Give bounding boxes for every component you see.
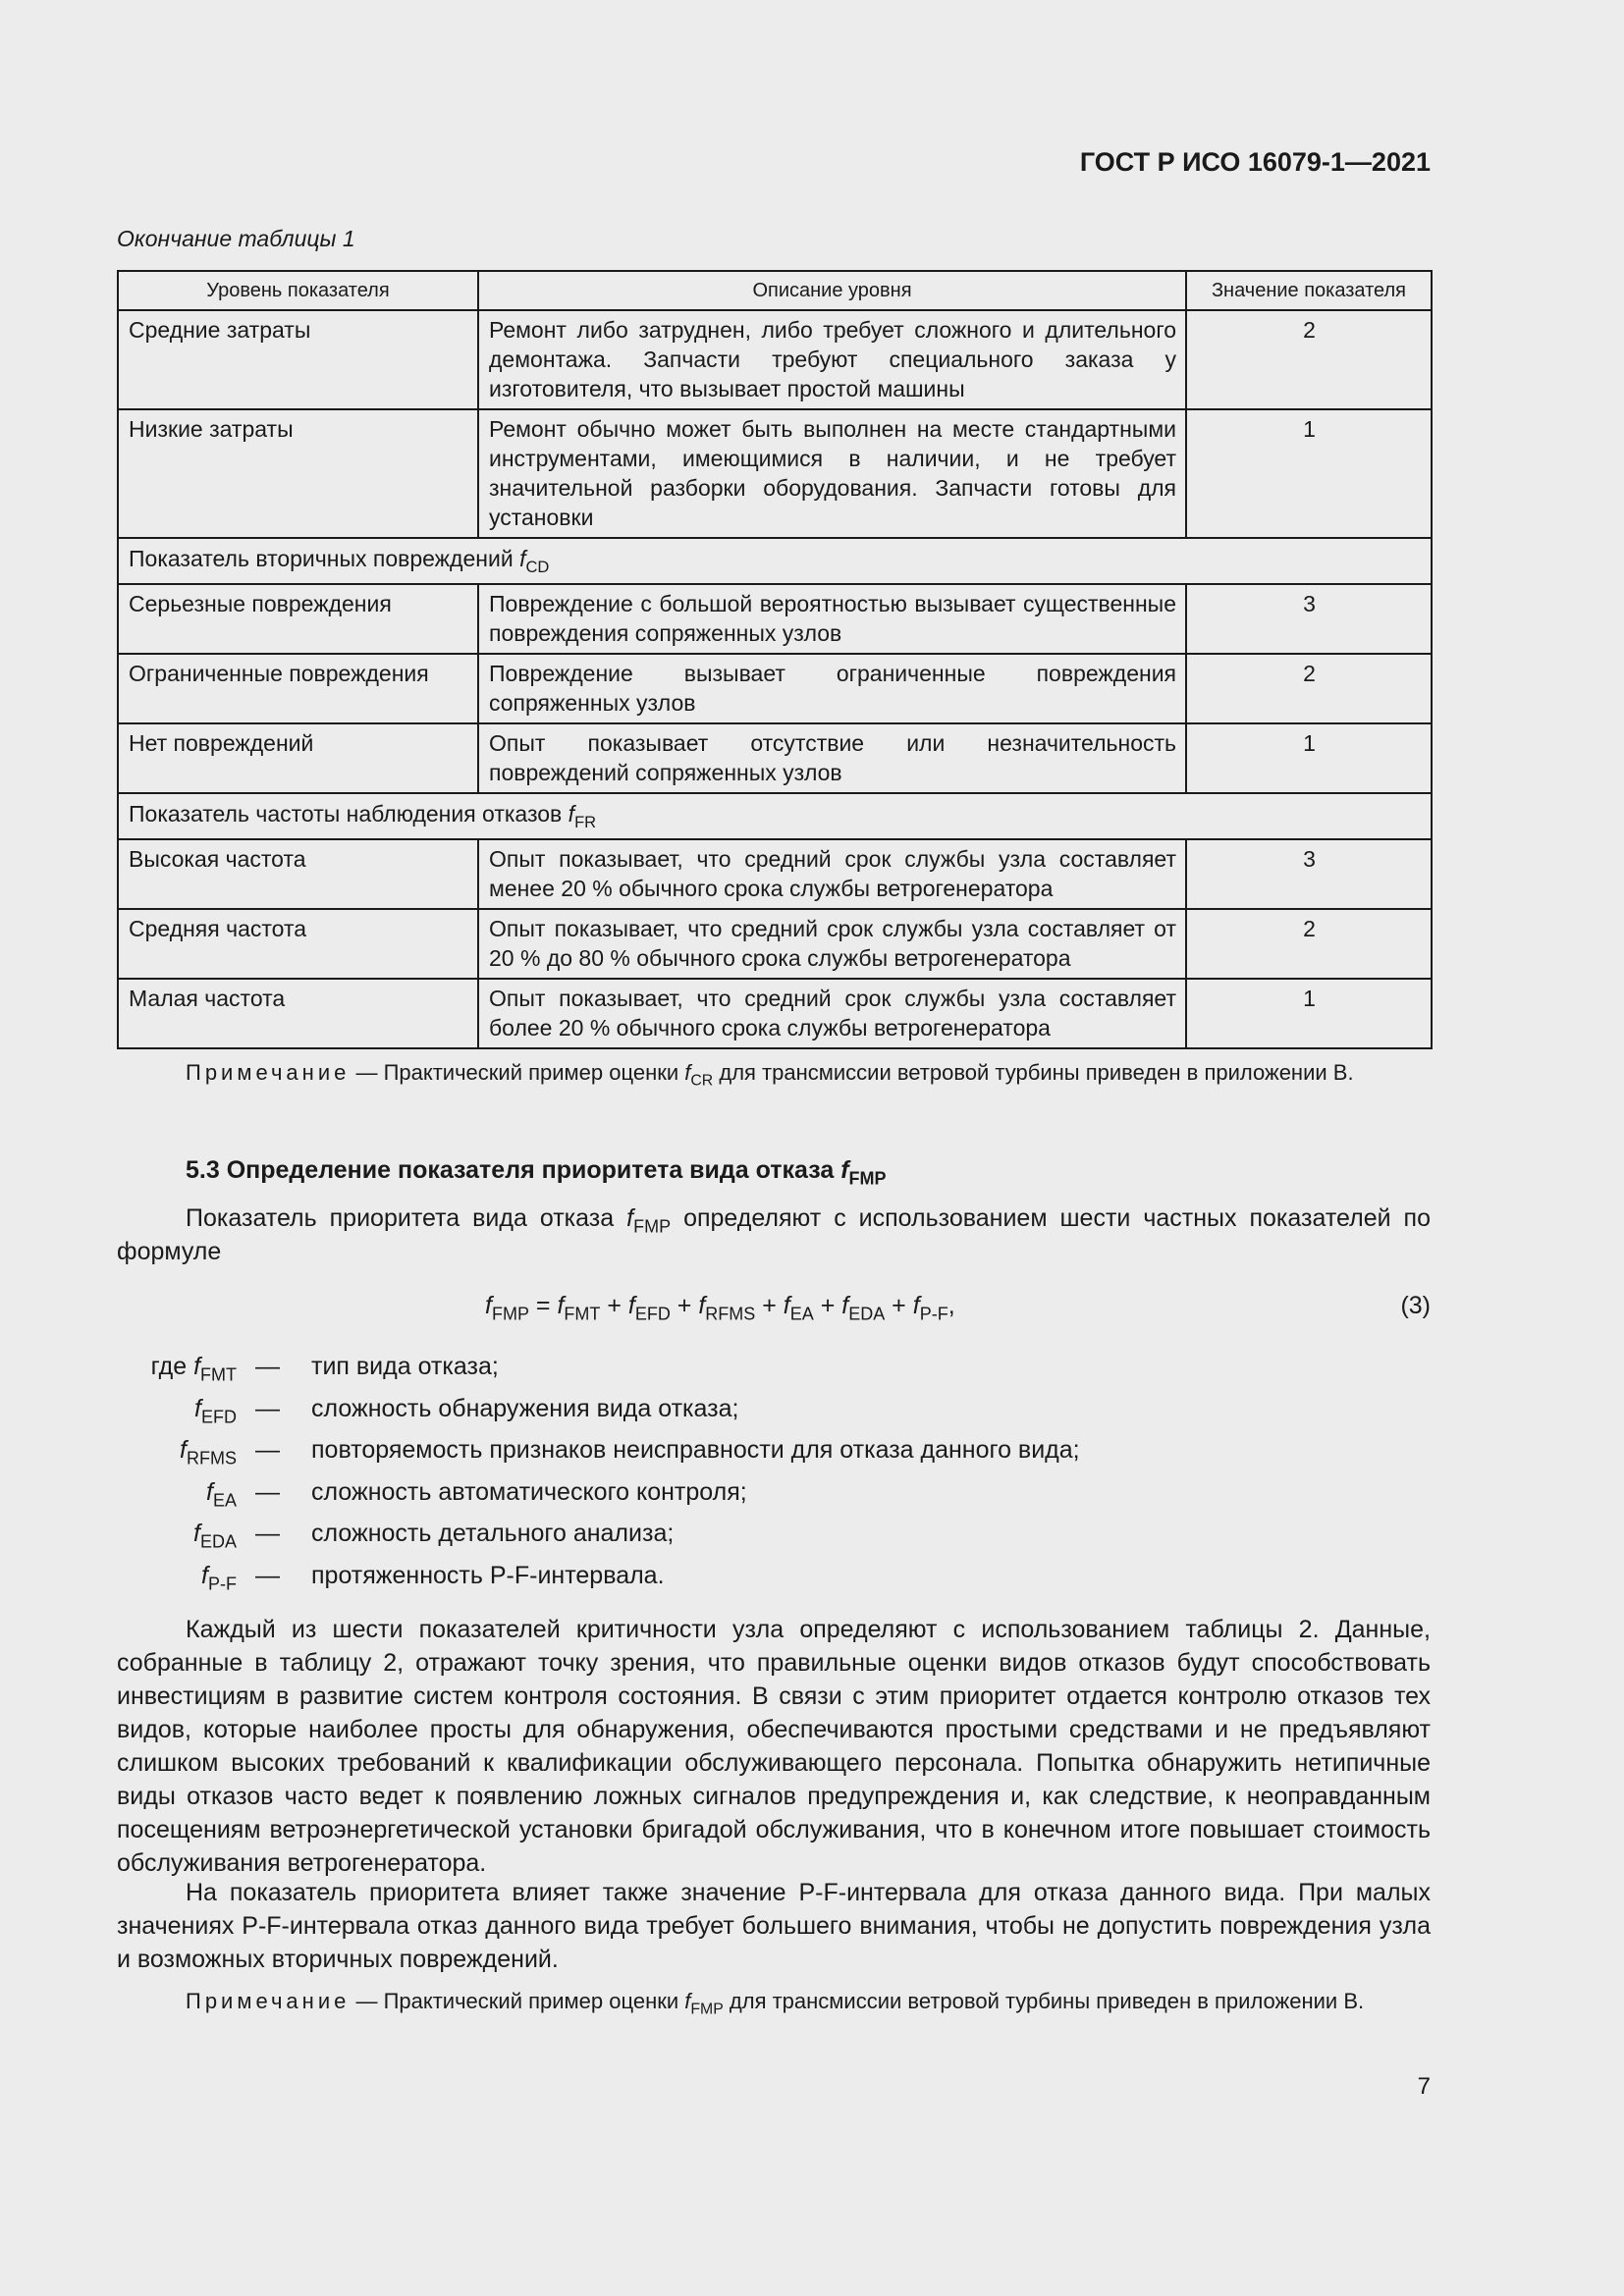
body-paragraph-1: Каждый из шести показателей критичности узла определяют с использованием таблицы 2. Данные, собранные в таблицу 2, отражают точку зрения, что правильные оценки видов отказов будут способствовать инвестициям в развитие систем контроля состояния. В связи с этим приоритет отдается контролю отказов тех видов, которые наиболее просты для обнаружения, обеспечиваются простыми средствами и не предъявляют слишком высоких требований к квалификации обслуживающего персонала. Попытка обнаружить нетипичные виды отказов часто ведет к появлению ложных сигналов предупреждения и, как следствие, к неоправданным посещениям ветроэнергетической установки бригадой обслуживания, что в конечном итоге повышает стоимость обслуживания ветрогенератора. (117, 1616, 1431, 1877)
description-cell: Ремонт либо затруднен, либо требует сложного и длительного демонтажа. Запчасти требуют специального заказа у изготовителя, что вызывает простой машины (478, 310, 1186, 409)
table-row (118, 654, 1432, 723)
level-cell: Средняя частота (118, 909, 478, 979)
table-row (118, 979, 1432, 1048)
description-cell: Опыт показывает, что средний срок службы узла составляет более 20 % обычного срока службы ветрогенератора (478, 979, 1186, 1048)
table-row (118, 839, 1432, 909)
formula-term: $f_{RFMS}$ + (698, 1292, 784, 1324)
level-cell: Средние затраты (118, 310, 478, 409)
table-section-row (118, 538, 1432, 584)
value-cell: 1 (1186, 409, 1432, 538)
note-label: Примечание (186, 1989, 351, 2013)
formula: $f_{FMP} = f_{FMT} + f_{EFD} + f_{RFMS} + f_{EA} + f_{EDA} + f_{P-F}$, (485, 1292, 955, 1324)
description-cell: Повреждение с большой вероятностью вызывает существенные повреждения сопряженных узлов (478, 584, 1186, 654)
section-cell-failure-frequency: Показатель частоты наблюдения отказов $f_{FR}$ (118, 793, 1432, 839)
table-row (118, 909, 1432, 979)
description-cell: Ремонт обычно может быть выполнен на месте стандартными инструментами, имеющимися в наличии, и не требует значительной разборки оборудования. Запчасти готовы для установки (478, 409, 1186, 538)
description-cell: Повреждение вызывает ограниченные повреждения сопряженных узлов (478, 654, 1186, 723)
page-number: 7 (1417, 2073, 1431, 2100)
section-note: Примечание — Практический пример оценки $f_{FMP}$ для трансмиссии ветровой турбины приведен в приложении В. (186, 1989, 1365, 2018)
value-cell: 3 (1186, 839, 1432, 909)
value-cell: 2 (1186, 654, 1432, 723)
table-note: Примечание — Практический пример оценки $f_{CR}$ для трансмиссии ветровой турбины приведен в приложении В. (186, 1060, 1354, 1090)
formula-number: (3) (1400, 1292, 1431, 1319)
level-cell: Нет повреждений (118, 723, 478, 793)
description-cell: Опыт показывает, что средний срок службы узла составляет менее 20 % обычного срока службы ветрогенератора (478, 839, 1186, 909)
document-page: ГОСТ Р ИСО 16079-1—2021 Окончание таблицы 1 Уровень показателя Описание уровня Значение показателя Средние затраты Ремонт либо затруднен, либо требует сложного и длительного демонтажа. Запчасти требуют специального заказа у изготовителя, что вызывает простой машины 2 Низкие затраты Ремонт обычно может быть выполнен на месте стандартными инструментами, имеющимися в наличии, и не требует значительной разборки оборудования. Запчасти готовы для установки 1 Показатель вторичных повреждений $f_{CD}$ Серьезные повреждения Повреждение с большой вероятностью вызывает существенные повреждения сопряженных узлов 3 Ограниченные повреждения Повреждение вызывает ограниченные повреждения сопряженных узлов 2 Нет повреждений Опыт показывает отсутствие или незначительность повреждений сопряженных узлов 1 Показатель частоты наблюдения отказов $f_{FR}$ Высокая частота Опыт показывает, что средний срок службы узла составляет менее 20 % обычного срока службы ветрогенератора 3 Средняя частота Опыт показывает, что средний срок службы узла составляет от 20 % до 80 % обычного срока службы ветрогенератора 2 Малая частота Опыт показывает, что средний срок службы узла составляет более 20 % обычного срока службы ветрогенератора 1 Примечание — Практический пример оценки $f_{CR}$ для трансмиссии ветровой турбины приведен в приложении В. 5.3 Определение показателя приоритета вида отказа $f_{FMP}$ Показатель приоритета вида отказа $f_{FMP}$ определяют с использованием шести частных показателей по формуле $f_{FMP} = f_{FMT} + f_{EFD} + f_{RFMS} + f_{EA} + f_{EDA} + f_{P-F}$, (3) где $f_{FMT}$ — тип вида отказа; $f_{EFD}$ — сложность обнаружения вида отказа; $f_{RFMS}$ — повторяемость признаков неисправности для отказа данного вида; $f_{EA}$ — сложность автоматического контроля; $f_{EDA}$ — сложность детального анализа; $f_{P-F}$ — протяженность P-F-интервала. Каждый из шести показателей критичности узла определяют с использованием таблицы 2. Данные, собранные в таблицу 2, отражают точку зрения, что правильные оценки видов отказов будут способствовать инвестициям в развитие систем контроля состояния. В связи с этим приоритет отдается контролю отказов тех видов, которые наиболее просты для обнаружения, обеспечиваются простыми средствами и не предъявляют слишком высоких требований к квалификации обслуживающего персонала. Попытка обнаружить нетипичные виды отказов часто ведет к появлению ложных сигналов предупреждения и, как следствие, к неоправданным посещениям ветроэнергетической установки бригадой обслуживания, что в конечном итоге повышает стоимость обслуживания ветрогенератора. На показатель приоритета влияет также значение P-F-интервала для отказа данного вида. При малых значениях P-F-интервала отказ данного вида требует большего внимания, чтобы не допустить повреждения узла и возможных вторичных повреждений. Примечание — Практический пример оценки $f_{FMP}$ для трансмиссии ветровой турбины приведен в приложении В. 7 (117, 147, 1431, 2100)
description-cell: Опыт показывает, что средний срок службы узла составляет от 20 % до 80 % обычного срока службы ветрогенератора (478, 909, 1186, 979)
column-header-description: Описание уровня (478, 271, 1186, 310)
note-label: Примечание (186, 1060, 351, 1085)
table-row (118, 723, 1432, 793)
table-continuation-caption: Окончание таблицы 1 (117, 226, 355, 251)
value-cell: 1 (1186, 979, 1432, 1048)
value-cell: 2 (1186, 310, 1432, 409)
section-heading: 5.3 Определение показателя приоритета вида отказа $f_{FMP}$ (186, 1156, 887, 1189)
column-header-value: Значение показателя (1186, 271, 1432, 310)
body-paragraph-2: На показатель приоритета влияет также значение P-F-интервала для отказа данного вида. При малых значениях P-F-интервала отказ данного вида требует большего внимания, чтобы не допустить повреждения узла и возможных вторичных повреждений. (117, 1879, 1431, 1973)
table-row (118, 310, 1432, 409)
level-cell: Низкие затраты (118, 409, 478, 538)
table-section-row (118, 793, 1432, 839)
formula-term: $f_{EA}$ + (783, 1292, 842, 1324)
table-header-row (118, 271, 1432, 310)
value-cell: 1 (1186, 723, 1432, 793)
standard-designation: ГОСТ Р ИСО 16079-1—2021 (1079, 147, 1431, 177)
level-cell: Ограниченные повреждения (118, 654, 478, 723)
value-cell: 2 (1186, 909, 1432, 979)
table-row (118, 584, 1432, 654)
value-cell: 3 (1186, 584, 1432, 654)
table-row (118, 409, 1432, 538)
formula-term: $f_{EDA}$ + (841, 1292, 913, 1324)
level-cell: Высокая частота (118, 839, 478, 909)
description-cell: Опыт показывает отсутствие или незначительность повреждений сопряженных узлов (478, 723, 1186, 793)
intro-paragraph: Показатель приоритета вида отказа $f_{FMP}$ определяют с использованием шести частных показателей по формуле (117, 1204, 1431, 1265)
level-cell: Малая частота (118, 979, 478, 1048)
column-header-level: Уровень показателя (118, 271, 478, 310)
level-cell: Серьезные повреждения (118, 584, 478, 654)
formula-term: $f_{FMT}$ + (557, 1292, 628, 1324)
formula-term: $f_{EFD}$ + (627, 1292, 699, 1324)
criteria-table (117, 270, 1433, 1049)
section-cell-secondary-damage: Показатель вторичных повреждений $f_{CD}$ (118, 538, 1432, 584)
formula-term: $f_{P-F}$, (912, 1292, 955, 1324)
